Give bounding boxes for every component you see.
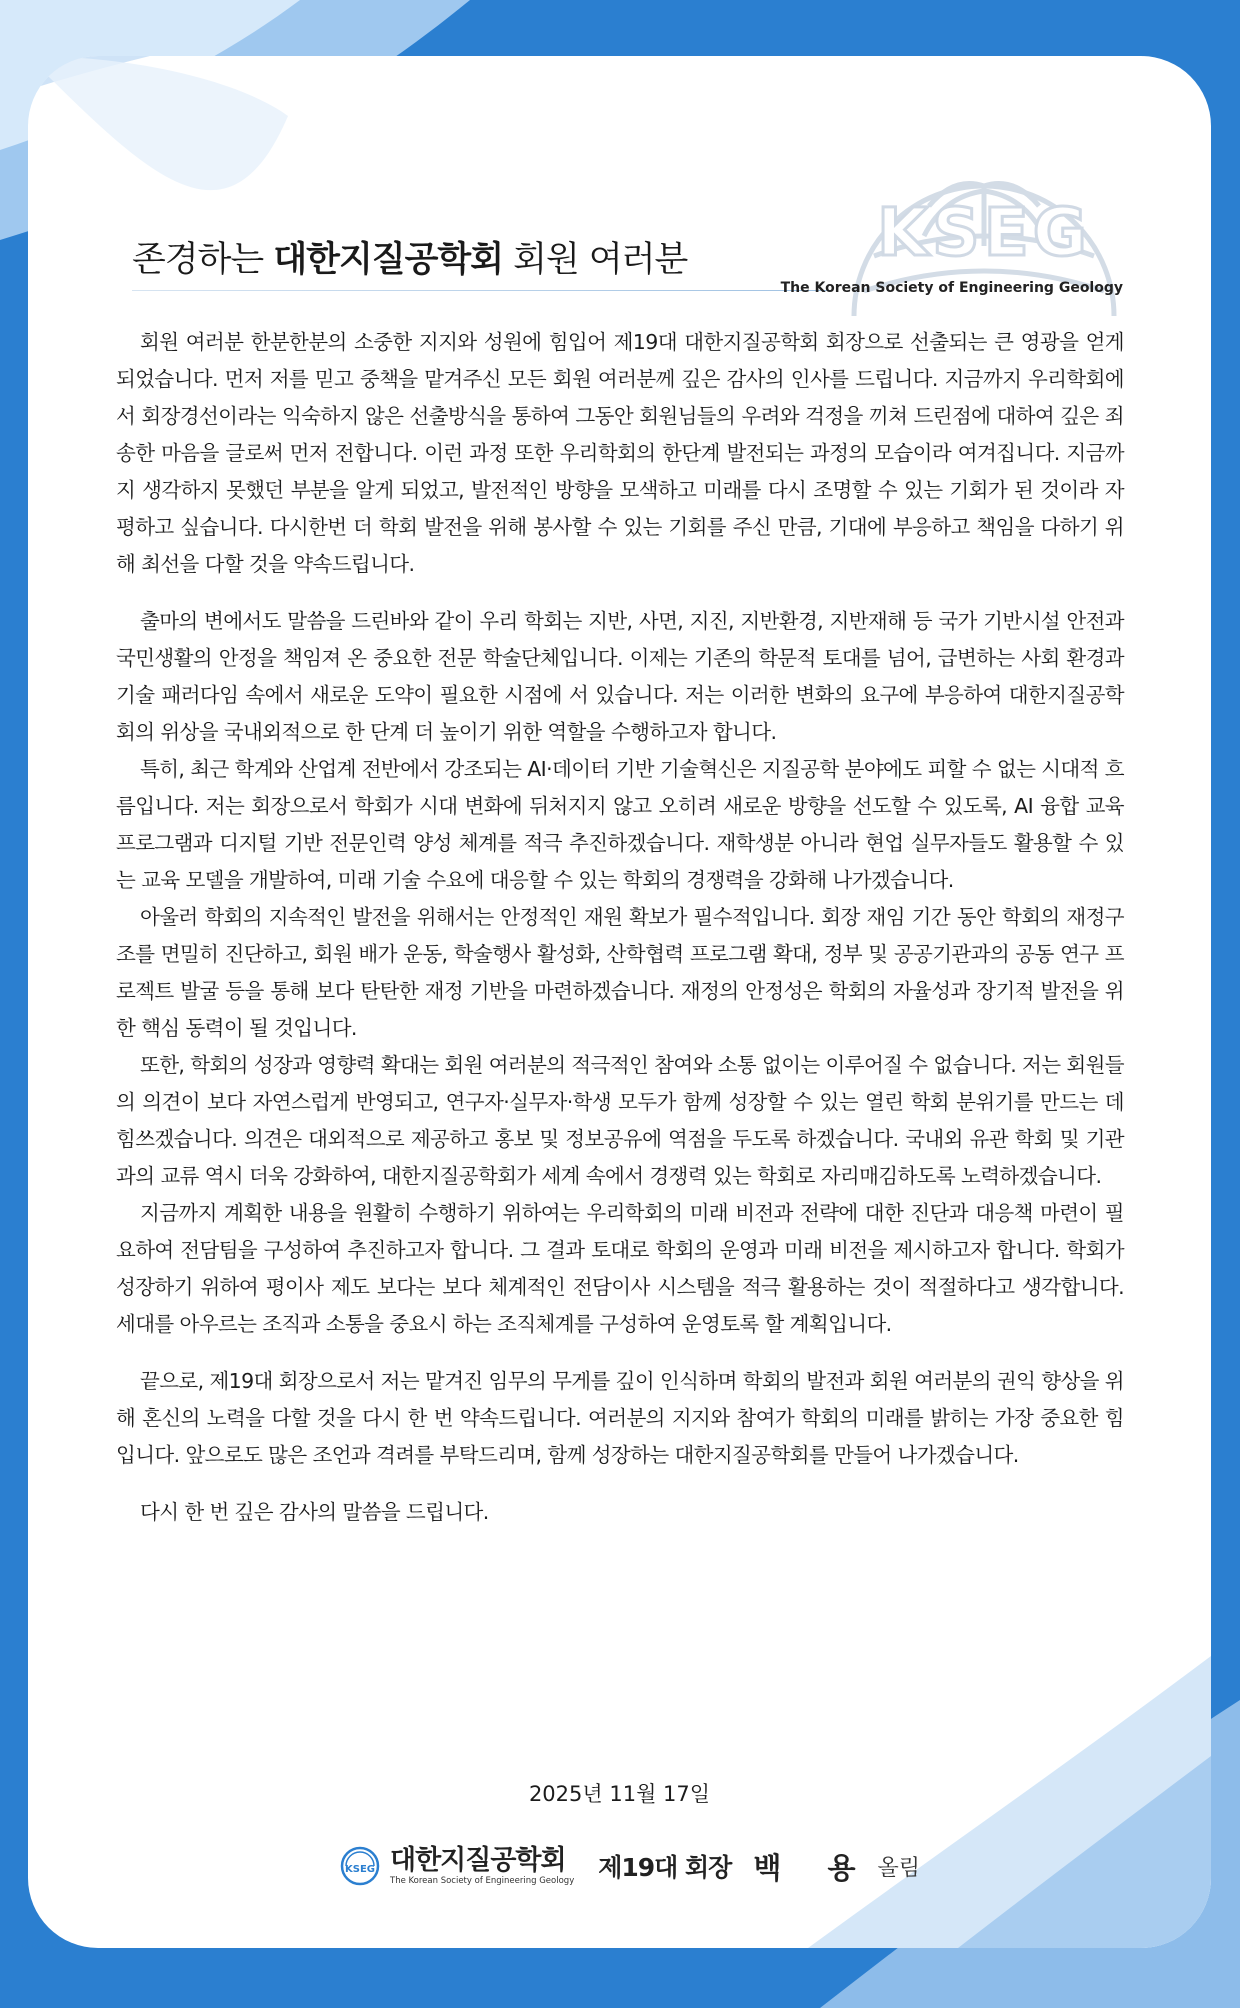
paragraph: 아울러 학회의 지속적인 발전을 위해서는 안정적인 재원 확보가 필수적입니다. 회장 재임 기간 동안 학회의 재정구조를 면밀히 진단하고, 회원 배가 운동, 학술행사 활성화, 산학협력 프로그램 확대, 정부 및 공공기관과의 공동 연구 프로젝트 발굴 등을 통해 보다 탄탄한 재정 기반을 마련하겠습니다. 재정의 안정성은 학회의 자율성과 장기적 발전을 위한 핵심 동력이 될 것입니다. — [116, 905, 1124, 1040]
society-name: 대한지질공학회 — [273, 240, 504, 280]
letter-body — [116, 324, 1124, 1531]
paragraph: 특히, 최근 학계와 산업계 전반에서 강조되는 AI·데이터 기반 기술혁신은 지질공학 분야에도 피할 수 없는 시대적 흐름입니다. 저는 회장으로서 학회가 시대 변화에 뒤처지지 않고 오히려 새로운 방향을 선도할 수 있도록, AI 융합 교육프로그램과 디지털 기반 전문인력 양성 체계를 적극 추진하겠습니다. 재학생분 아니라 현업 실무자들도 활용할 수 있는 교육 모델을 개발하여, 미래 기술 수요에 대응할 수 있는 학회의 경쟁력을 강화해 나가겠습니다. — [116, 757, 1124, 892]
kseg-logo-text: KSEG — [877, 194, 1091, 271]
letter-card — [28, 56, 1211, 1948]
kseg-logo-icon — [340, 1846, 380, 1886]
sig-logo-text: KSEG — [345, 1864, 375, 1875]
signature-name: 백 용 — [753, 1850, 874, 1885]
greeting-suffix: 회원 여러분 — [503, 240, 688, 280]
society-name-en: The Korean Society of Engineering Geology — [780, 280, 1123, 296]
paragraph: 회원 여러분 한분한분의 소중한 지지와 성원에 힘입어 제19대 대한지질공학회 회장으로 선출되는 큰 영광을 얻게 되었습니다. 먼저 저를 믿고 중책을 맡겨주신 모든 회원 여러분께 깊은 감사의 인사를 드립니다. 지금까지 우리학회에서 회장경선이라는 익숙하지 않은 선출방식을 통하여 그동안 회원님들의 우려와 걱정을 끼쳐 드린점에 대하여 깊은 죄송한 마음을 글로써 먼저 전합니다. 이런 과정 또한 우리학회의 한단계 발전되는 과정의 모습이라 여겨집니다. 지금까지 생각하지 못했던 부분을 알게 되었고, 발전적인 방향을 모색하고 미래를 다시 조명할 수 있는 기회가 된 것이라 자평하고 싶습니다. 다시한번 더 학회 발전을 위해 봉사할 수 있는 기회를 주신 만큼, 기대에 부응하고 책임을 다하기 위해 최선을 다할 것을 약속드립니다. — [116, 330, 1124, 576]
signature-org-ko: 대한지질공학회 — [390, 1844, 566, 1876]
paragraph: 끝으로, 제19대 회장으로서 저는 맡겨진 임무의 무게를 깊이 인식하며 학회의 발전과 회원 여러분의 권익 향상을 위해 혼신의 노력을 다할 것을 다시 한 번 약속드립니다. 여러분의 지지와 참여가 학회의 미래를 밝히는 가장 중요한 힘입니다. 앞으로도 많은 조언과 격려를 부탁드리며, 함께 성장하는 대한지질공학회를 만들어 나가겠습니다. — [116, 1369, 1124, 1467]
signature-block — [340, 1836, 920, 1896]
signature-org-en: The Korean Society of Engineering Geology — [390, 1875, 575, 1886]
paragraph: 지금까지 계획한 내용을 원활히 수행하기 위하여는 우리학회의 미래 비전과 전략에 대한 진단과 대응책 마련이 필요하여 전담팀을 구성하여 추진하고자 합니다. 그 결과 토대로 학회의 운영과 미래 비전을 제시하고자 합니다. 학회가 성장하기 위하여 평이사 제도 보다는 보다 체계적인 전담이사 시스템을 적극 활용하는 것이 적절하다고 생각합니다. 세대를 아우르는 조직과 소통을 중요시 하는 조직체계를 구성하여 운영토록 할 계획입니다. — [116, 1201, 1124, 1336]
greeting-prefix: 존경하는 — [132, 240, 274, 280]
signature-title: 제19대 회장 — [598, 1853, 732, 1882]
page-title — [132, 232, 687, 282]
letter-date: 2025년 11월 17일 — [528, 1782, 711, 1806]
paragraph: 또한, 학회의 성장과 영향력 확대는 회원 여러분의 적극적인 참여와 소통 없이는 이루어질 수 없습니다. 저는 회원들의 의견이 보다 자연스럽게 반영되고, 연구자·실무자·학생 모두가 함께 성장할 수 있는 열린 학회 분위기를 만드는 데 힘쓰겠습니다. 의견은 대외적으로 제공하고 홍보 및 정보공유에 역점을 두도록 하겠습니다. 국내외 유관 학회 및 기관과의 교류 역시 더욱 강화하여, 대한지질공학회가 세계 속에서 경쟁력 있는 학회로 자리매김하도록 노력하겠습니다. — [116, 1053, 1124, 1188]
signature-closing: 올림 — [877, 1855, 920, 1881]
closing-paragraph: 다시 한 번 깊은 감사의 말씀을 드립니다. — [140, 1500, 489, 1524]
paragraph: 출마의 변에서도 말씀을 드린바와 같이 우리 학회는 지반, 사면, 지진, 지반환경, 지반재해 등 국가 기반시설 안전과 국민생활의 안정을 책임져 온 중요한 전문 학술단체입니다. 이제는 기존의 학문적 토대를 넘어, 급변하는 사회 환경과 기술 패러다임 속에서 새로운 도약이 필요한 시점에 서 있습니다. 저는 이러한 변화의 요구에 부응하여 대한지질공학회의 위상을 국내외적으로 한 단계 더 높이기 위한 역할을 수행하고자 합니다. — [116, 609, 1124, 744]
signature-organization — [390, 1846, 574, 1887]
